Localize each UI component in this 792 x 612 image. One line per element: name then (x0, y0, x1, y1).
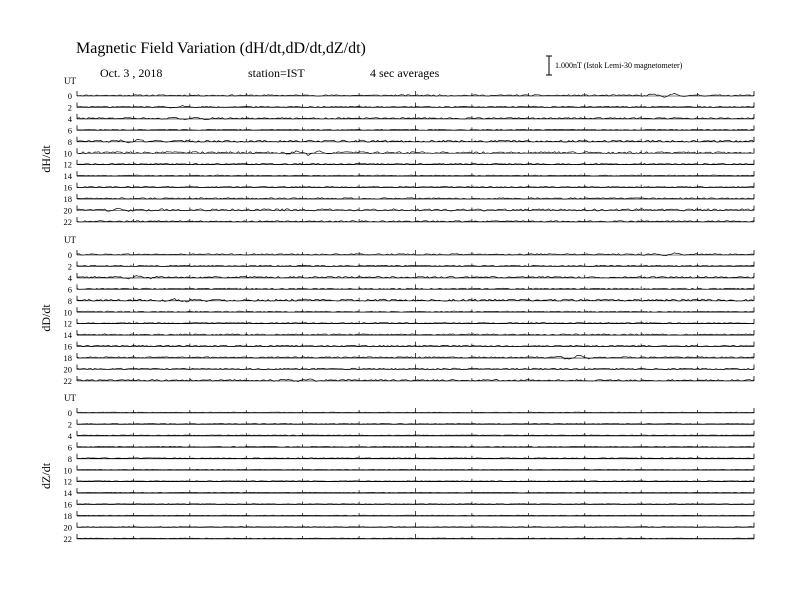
variation-trace (77, 504, 754, 505)
hour-label: 10 (63, 465, 72, 476)
hour-label: 8 (67, 295, 72, 306)
averaging-label: 4 sec averages (370, 66, 440, 80)
variation-trace (77, 527, 754, 528)
hour-label: 16 (63, 182, 72, 193)
variation-trace (77, 469, 754, 470)
hour-label: 20 (63, 364, 72, 375)
chart-title: Magnetic Field Variation (dH/dt,dD/dt,dZ/dt) (76, 40, 366, 57)
variation-trace (77, 424, 754, 425)
hour-label: 18 (63, 194, 72, 205)
variation-trace (77, 492, 754, 493)
variation-trace (77, 515, 754, 516)
station-label: station=IST (248, 66, 305, 80)
hour-label: 16 (63, 499, 72, 510)
date-label: Oct. 3 , 2018 (100, 66, 163, 80)
hour-label: 10 (63, 307, 72, 318)
hour-label: 4 (67, 430, 72, 441)
hour-label: 2 (67, 102, 72, 113)
panel-dzdt (39, 393, 754, 544)
panel-ylabel: dD/dt (39, 304, 53, 332)
hour-label: 16 (63, 341, 72, 352)
hour-label: 22 (63, 375, 72, 386)
hour-label: 0 (67, 91, 72, 101)
hour-label: 2 (67, 261, 72, 272)
ut-label: UT (64, 393, 76, 403)
hour-label: 6 (67, 284, 72, 295)
panel-dhdt (39, 76, 754, 227)
ut-label: UT (64, 235, 76, 245)
scale-bar-label: 1.000nT (Istok Lemi-30 magnetometer) (555, 61, 683, 70)
hour-label: 6 (67, 442, 72, 453)
hour-label: 18 (63, 353, 72, 364)
variation-trace (77, 446, 754, 447)
panel-ylabel: dZ/dt (39, 462, 53, 489)
panel-ylabel: dH/dt (39, 145, 53, 173)
hour-label: 4 (67, 113, 72, 124)
hour-label: 22 (63, 533, 72, 544)
hour-label: 14 (63, 171, 72, 182)
hour-label: 8 (67, 136, 72, 147)
hour-label: 4 (67, 272, 72, 283)
panel-dddt (39, 235, 754, 386)
hour-label: 22 (63, 216, 72, 227)
hour-label: 14 (63, 488, 72, 499)
hour-label: 18 (63, 511, 72, 522)
variation-trace (77, 481, 754, 482)
ut-label: UT (64, 76, 76, 86)
hour-label: 12 (63, 318, 72, 329)
hour-label: 12 (63, 159, 72, 170)
hour-label: 12 (63, 476, 72, 487)
panels-group (39, 76, 754, 544)
hour-label: 10 (63, 148, 72, 159)
hour-label: 2 (67, 419, 72, 430)
hour-label: 14 (63, 330, 72, 341)
hour-label: 6 (67, 125, 72, 136)
scale-bar (546, 56, 683, 75)
hour-label: 20 (63, 205, 72, 216)
hour-label: 0 (67, 250, 72, 260)
hour-label: 8 (67, 453, 72, 464)
hour-label: 20 (63, 522, 72, 533)
hour-label: 0 (67, 408, 72, 418)
